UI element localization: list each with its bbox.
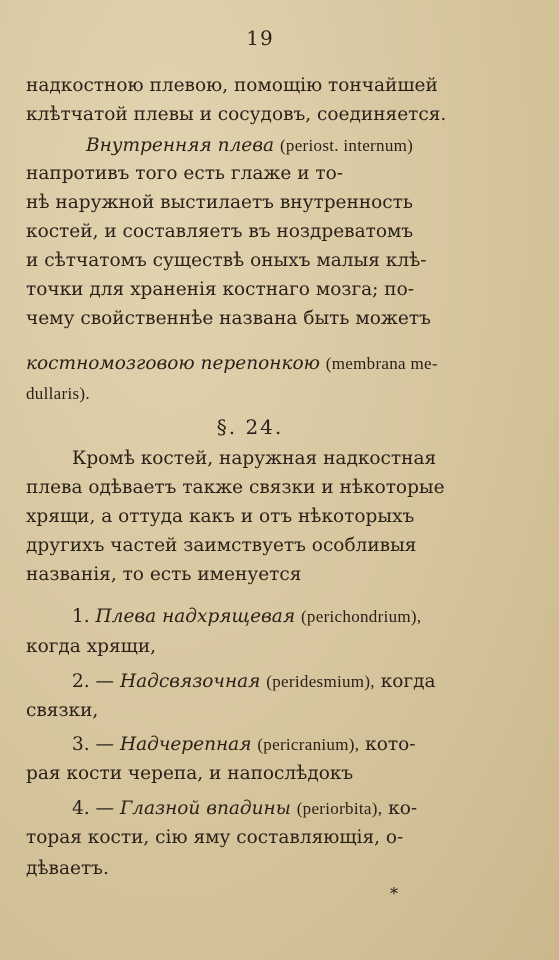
text-line: dullaris). bbox=[26, 384, 90, 403]
item-term: Глазной впадины bbox=[119, 798, 291, 819]
text-line: клѣтчатой плевы и сосудовъ, соединяется. bbox=[26, 104, 447, 125]
item-term: Надсвязочная bbox=[119, 671, 261, 692]
latin-term: (pericranium), bbox=[257, 735, 360, 754]
list-item-3-continuation: рая кости черепа, и напослѣдокъ bbox=[26, 763, 354, 784]
ornament: * bbox=[390, 884, 398, 903]
page-number: 19 bbox=[246, 26, 274, 50]
latin-term: (perichondrium), bbox=[300, 607, 422, 626]
text-line: названія, то есть именуется bbox=[26, 564, 302, 585]
item-number: 1. bbox=[72, 606, 90, 627]
text-line: чему свойственнѣе названа быть можетъ bbox=[26, 308, 431, 329]
list-item-2-continuation: связки, bbox=[26, 700, 99, 721]
text-line: дѣваетъ. bbox=[26, 858, 109, 879]
text-line: точки для храненія костнаго мозга; по- bbox=[26, 279, 414, 300]
list-item-1 bbox=[72, 603, 504, 631]
text-line bbox=[26, 350, 504, 378]
list-item-4-continuation: торая кости, сію яму составляющія, о- bbox=[26, 827, 404, 848]
paragraph-2-line-1 bbox=[86, 132, 504, 160]
latin-term: (peridesmium), bbox=[266, 672, 375, 691]
text-line: и сѣтчатомъ существѣ оныхъ малыя клѣ- bbox=[26, 250, 427, 271]
text-line: плева одѣваетъ также связки и нѣкоторые bbox=[26, 477, 445, 498]
item-text: кото- bbox=[365, 734, 416, 755]
text-line: костей, и составляетъ въ ноздреватомъ bbox=[26, 221, 414, 242]
item-number: 3. — bbox=[72, 734, 115, 755]
list-item-2 bbox=[72, 668, 504, 696]
text-line: нѣ наружной выстилаетъ внутренность bbox=[26, 192, 413, 213]
latin-term: (periost. internum) bbox=[279, 136, 414, 155]
text-line: другихъ частей заимствуетъ особливыя bbox=[26, 535, 417, 556]
list-item-4 bbox=[72, 795, 504, 823]
text-line: надкостною плевою, помощію тончайшей bbox=[26, 75, 438, 96]
item-text: когда bbox=[380, 671, 436, 692]
section-heading: §. 24. bbox=[216, 415, 284, 439]
item-term: Надчерепная bbox=[119, 734, 252, 755]
list-item-1-continuation: когда хрящи, bbox=[26, 636, 157, 657]
item-number: 2. — bbox=[72, 671, 115, 692]
text-line: напротивъ того есть глаже и то- bbox=[26, 163, 344, 184]
text-line: хрящи, а оттуда какъ и отъ нѣкоторыхъ bbox=[26, 506, 415, 527]
item-number: 4. — bbox=[72, 798, 115, 819]
term-internal-periosteum: Внутренняя плева bbox=[86, 135, 275, 156]
list-item-3 bbox=[72, 731, 504, 759]
item-text: ко- bbox=[388, 798, 418, 819]
item-term: Плева надхрящевая bbox=[95, 606, 296, 627]
latin-term: (periorbita), bbox=[296, 799, 383, 818]
term-bone-marrow-membrane: костномозговою перепонкою bbox=[26, 353, 320, 374]
latin-term: (membrana me- bbox=[325, 354, 438, 373]
text-line: Кромѣ костей, наружная надкостная bbox=[72, 448, 437, 469]
